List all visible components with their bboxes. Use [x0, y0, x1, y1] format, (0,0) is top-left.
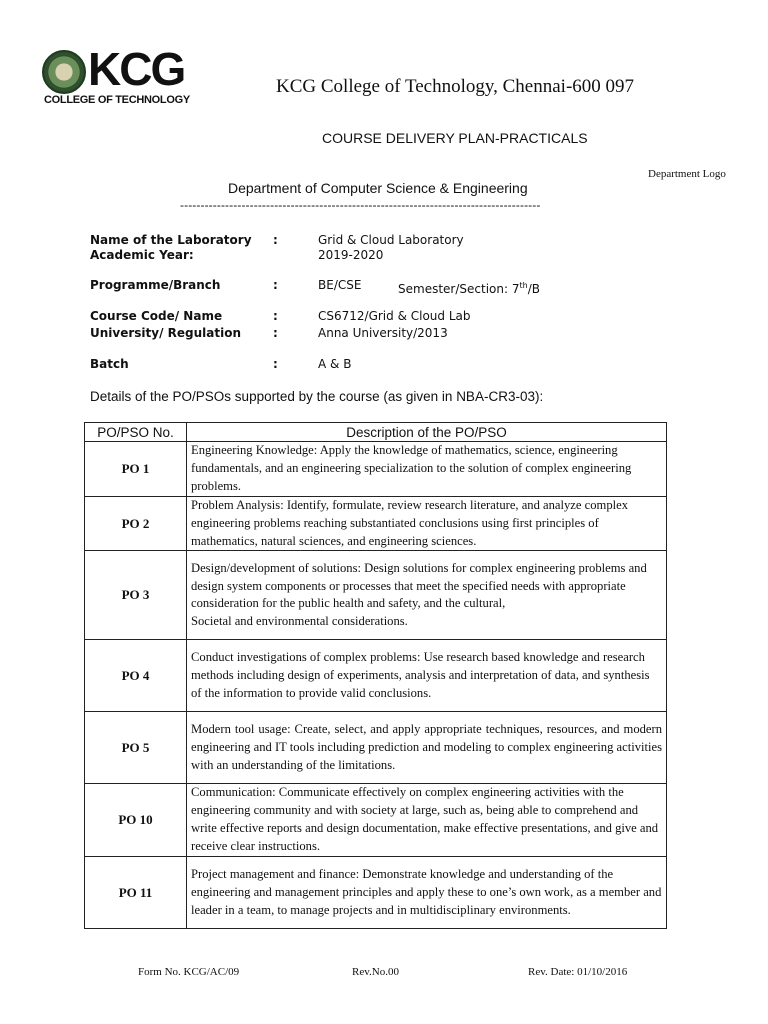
university-label: University/ Regulation [90, 326, 242, 340]
po-number: PO 10 [85, 784, 187, 857]
department-logo-label: Department Logo [648, 168, 726, 180]
table-row [85, 640, 667, 712]
academic-year-value: 2019-2020 [318, 248, 384, 262]
college-logo-subtitle: COLLEGE OF TECHNOLOGY [44, 94, 190, 106]
semester-section [398, 278, 540, 297]
table-row [85, 496, 667, 551]
table-row [85, 857, 667, 929]
po-description: Modern tool usage: Create, select, and apply appropriate techniques, resources, and modern engineering and IT tools including prediction and modeling to complex engineering activities with an understanding of the limitations. [187, 712, 667, 784]
form-number: Form No. KCG/AC/09 [138, 966, 240, 978]
table-header-row [85, 423, 667, 442]
revision-date: Rev. Date: 01/10/2016 [528, 966, 628, 978]
description-header: Description of the PO/PSO [187, 423, 667, 442]
department-name: Department of Computer Science & Engineering [228, 180, 528, 196]
semester-superscript: th [519, 281, 528, 290]
college-seal-icon [42, 50, 86, 94]
college-name: KCG College of Technology, Chennai-600 097 [276, 76, 635, 97]
po-number: PO 11 [85, 857, 187, 929]
colon: : [273, 233, 278, 247]
po-number: PO 5 [85, 712, 187, 784]
table-row [85, 442, 667, 497]
po-number: PO 3 [85, 551, 187, 640]
details-heading: Details of the PO/PSOs supported by the course (as given in NBA-CR3-03): [90, 389, 544, 404]
colon: : [273, 278, 278, 292]
batch-value: A & B [318, 357, 352, 371]
po-description: Problem Analysis: Identify, formulate, review research literature, and analyze complex engineering problems reaching substantiated conclusions using first principles of mathematics, natural sciences, and engineering sciences. [187, 496, 667, 551]
college-logo: KCG [88, 43, 185, 95]
po-description: Design/development of solutions: Design solutions for complex engineering problems and design system components or processes that meet the specified needs with appropriate consideration for the public health and safety, and the cultural, Societal and environmental considerations. [187, 551, 667, 640]
po-description: Project management and finance: Demonstrate knowledge and understanding of the engineering and management principles and apply these to one’s own work, as a member and leader in a team, to manage projects and in multidisciplinary environments. [187, 857, 667, 929]
programme-label: Programme/Branch [90, 278, 221, 292]
lab-name-label: Name of the Laboratory [90, 233, 252, 247]
po-number-header: PO/PSO No. [85, 423, 187, 442]
lab-name-value: Grid & Cloud Laboratory [318, 233, 464, 247]
po-number: PO 4 [85, 640, 187, 712]
po-pso-table [84, 422, 667, 929]
po-description: Conduct investigations of complex problems: Use research based knowledge and research methods including design of experiments, analysis and interpretation of data, and synthesis of the information to provide valid conclusions. [187, 640, 667, 712]
separator-line: ---------------------------------------------------------------------------------------- [180, 198, 541, 212]
po-number: PO 1 [85, 442, 187, 497]
academic-year-label: Academic Year: [90, 248, 194, 262]
semester-label: Semester/Section: 7 [398, 282, 520, 296]
po-description: Communication: Communicate effectively on complex engineering activities with the engineering community and with society at large, such as, being able to comprehend and write effective reports and design documentation, make effective presentations, and give and receive clear instructions. [187, 784, 667, 857]
table-row [85, 551, 667, 640]
colon: : [273, 309, 278, 323]
po-number: PO 2 [85, 496, 187, 551]
revision-number: Rev.No.00 [352, 966, 399, 978]
colon: : [273, 357, 278, 371]
course-label: Course Code/ Name [90, 309, 223, 323]
semester-value: /B [527, 282, 540, 296]
course-value: CS6712/Grid & Cloud Lab [318, 309, 471, 323]
programme-value: BE/CSE [318, 278, 362, 292]
batch-label: Batch [90, 357, 129, 371]
university-value: Anna University/2013 [318, 326, 448, 340]
table-row [85, 784, 667, 857]
table-row [85, 712, 667, 784]
po-description: Engineering Knowledge: Apply the knowledge of mathematics, science, engineering fundamentals, and an engineering specialization to the solution of complex engineering problems. [187, 442, 667, 497]
colon: : [273, 326, 278, 340]
plan-title: COURSE DELIVERY PLAN-PRACTICALS [322, 130, 588, 146]
